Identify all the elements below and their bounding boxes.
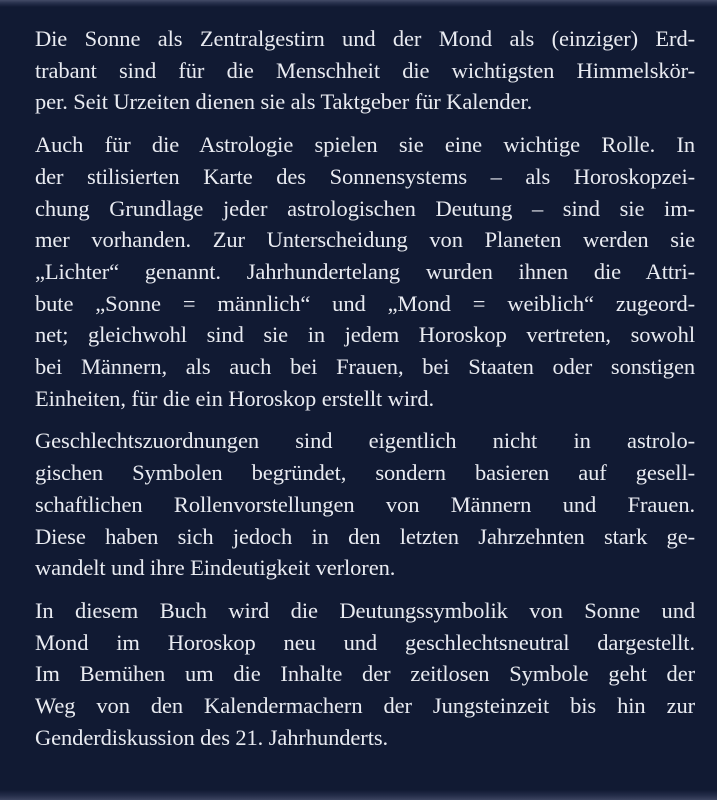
text-line: der stilisierten Karte des Sonnensystems – als Horoskopzei- <box>35 163 695 189</box>
text-line: bei Männern, als auch bei Frauen, bei Staaten oder sonstigen <box>35 354 695 380</box>
text-line: Weg von den Kalendermachern der Jungsteinzeit bis hin zur <box>35 693 695 719</box>
text-line: wandelt und ihre Eindeutigkeit verloren. <box>35 555 396 581</box>
paragraph <box>35 23 695 118</box>
text-line: per. Seit Urzeiten dienen sie als Taktgeber für Kalender. <box>35 89 533 115</box>
text-line: Einheiten, für die ein Horoskop erstellt wird. <box>35 385 435 411</box>
text-line: Diese haben sich jedoch in den letzten Jahrzehnten stark ge- <box>35 523 695 549</box>
text-line: schaftlichen Rollenvorstellungen von Männern und Frauen. <box>35 491 695 517</box>
text-line: bute „Sonne = männlich“ und „Mond = weiblich“ zugeord- <box>35 290 695 316</box>
text-line: „Lichter“ genannt. Jahrhundertelang wurden ihnen die Attri- <box>35 258 695 284</box>
text-line: In diesem Buch wird die Deutungssymbolik von Sonne und <box>35 597 695 623</box>
text-line: Im Bemühen um die Inhalte der zeitlosen Symbole geht der <box>35 661 695 687</box>
text-line: chung Grundlage jeder astrologischen Deutung – sind sie im- <box>35 195 695 221</box>
text-line: Auch für die Astrologie spielen sie eine wichtige Rolle. In <box>35 132 695 158</box>
paragraph <box>35 129 695 414</box>
page-bottom-edge <box>0 790 717 800</box>
text-line: Mond im Horoskop neu und geschlechtsneutral dargestellt. <box>35 629 695 655</box>
page-top-edge <box>0 0 717 7</box>
text-line: mer vorhanden. Zur Unterscheidung von Planeten werden sie <box>35 227 695 253</box>
text-line: Geschlechtszuordnungen sind eigentlich nicht in astrolo- <box>35 428 695 454</box>
page-text <box>35 23 695 764</box>
paragraph <box>35 595 695 754</box>
text-line: gischen Symbolen begründet, sondern basieren auf gesell- <box>35 460 695 486</box>
text-line: Die Sonne als Zentralgestirn und der Mond als (einziger) Erd- <box>35 26 695 51</box>
text-line: trabant sind für die Menschheit die wichtigsten Himmelskör- <box>35 57 695 83</box>
paragraph <box>35 425 695 584</box>
text-line: Genderdiskussion des 21. Jahrhunderts. <box>35 724 389 750</box>
text-line: net; gleichwohl sind sie in jedem Horoskop vertreten, sowohl <box>35 322 695 348</box>
